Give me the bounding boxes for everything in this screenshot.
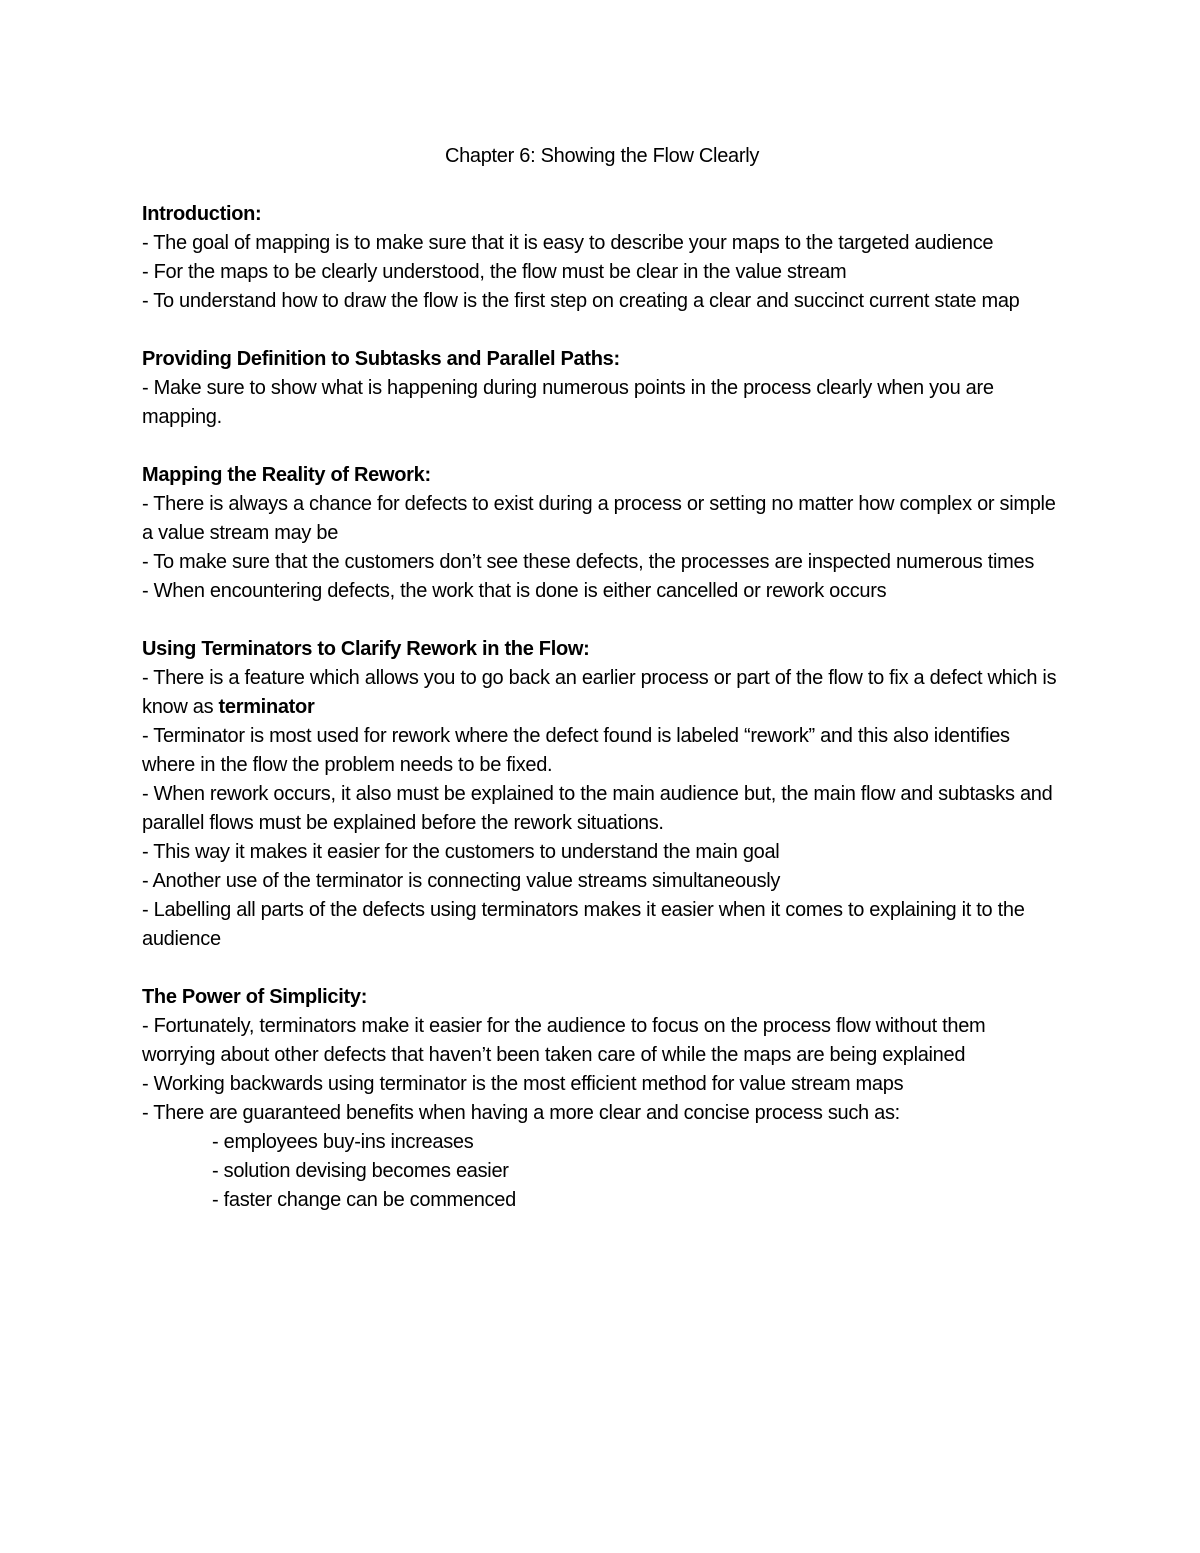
bullet-line: - When encountering defects, the work that is done is either cancelled or rework occurs <box>142 580 887 602</box>
bullet-line: - Terminator is most used for rework where the defect found is labeled “rework” and this also identifies where in the flow the problem needs to be fixed. <box>142 725 1010 776</box>
bullet-line <box>142 664 1062 722</box>
section-heading: Mapping the Reality of Rework: <box>142 464 431 486</box>
bullet-line: - There are guaranteed benefits when having a more clear and concise process such as: <box>142 1102 900 1124</box>
sub-bullet-line: - faster change can be commenced <box>212 1189 516 1211</box>
section-heading: The Power of Simplicity: <box>142 986 368 1008</box>
section-rework-reality <box>142 461 1062 606</box>
bullet-line: - Make sure to show what is happening during numerous points in the process clearly when you are mapping. <box>142 377 994 428</box>
document-body <box>142 142 1062 1244</box>
bullet-line: - Labelling all parts of the defects using terminators makes it easier when it comes to explaining it to the audience <box>142 899 1025 950</box>
bullet-line: - For the maps to be clearly understood, the flow must be clear in the value stream <box>142 261 847 283</box>
bullet-line: - This way it makes it easier for the customers to understand the main goal <box>142 841 780 863</box>
bullet-line: - To understand how to draw the flow is the first step on creating a clear and succinct current state map <box>142 290 1020 312</box>
bullet-line: - When rework occurs, it also must be explained to the main audience but, the main flow and subtasks and parallel flows must be explained before the rework situations. <box>142 783 1053 834</box>
section-introduction <box>142 200 1062 316</box>
section-subtasks-parallel-paths <box>142 345 1062 432</box>
section-terminators <box>142 635 1062 954</box>
sub-bullet-line: - employees buy-ins increases <box>212 1131 474 1153</box>
bullet-line: - Another use of the terminator is connecting value streams simultaneously <box>142 870 781 892</box>
bullet-line: - To make sure that the customers don’t see these defects, the processes are inspected numerous times <box>142 551 1035 573</box>
bold-term: terminator <box>218 696 315 718</box>
bullet-line: - Working backwards using terminator is the most efficient method for value stream maps <box>142 1073 904 1095</box>
section-heading: Introduction: <box>142 203 262 225</box>
section-power-of-simplicity <box>142 983 1062 1215</box>
page-title: Chapter 6: Showing the Flow Clearly <box>444 145 760 167</box>
section-heading: Using Terminators to Clarify Rework in the Flow: <box>142 638 590 660</box>
section-heading: Providing Definition to Subtasks and Parallel Paths: <box>142 348 620 370</box>
bullet-line: - Fortunately, terminators make it easier for the audience to focus on the process flow without them worrying about other defects that haven’t been taken care of while the maps are being explained <box>142 1015 986 1066</box>
bullet-line: - The goal of mapping is to make sure that it is easy to describe your maps to the targeted audience <box>142 232 994 254</box>
bullet-text: - There is a feature which allows you to go back an earlier process or part of the flow to fix a defect which is know as <box>142 667 1057 718</box>
bullet-line: - There is always a chance for defects to exist during a process or setting no matter how complex or simple a value stream may be <box>142 493 1056 544</box>
sub-bullet-line: - solution devising becomes easier <box>212 1160 509 1182</box>
